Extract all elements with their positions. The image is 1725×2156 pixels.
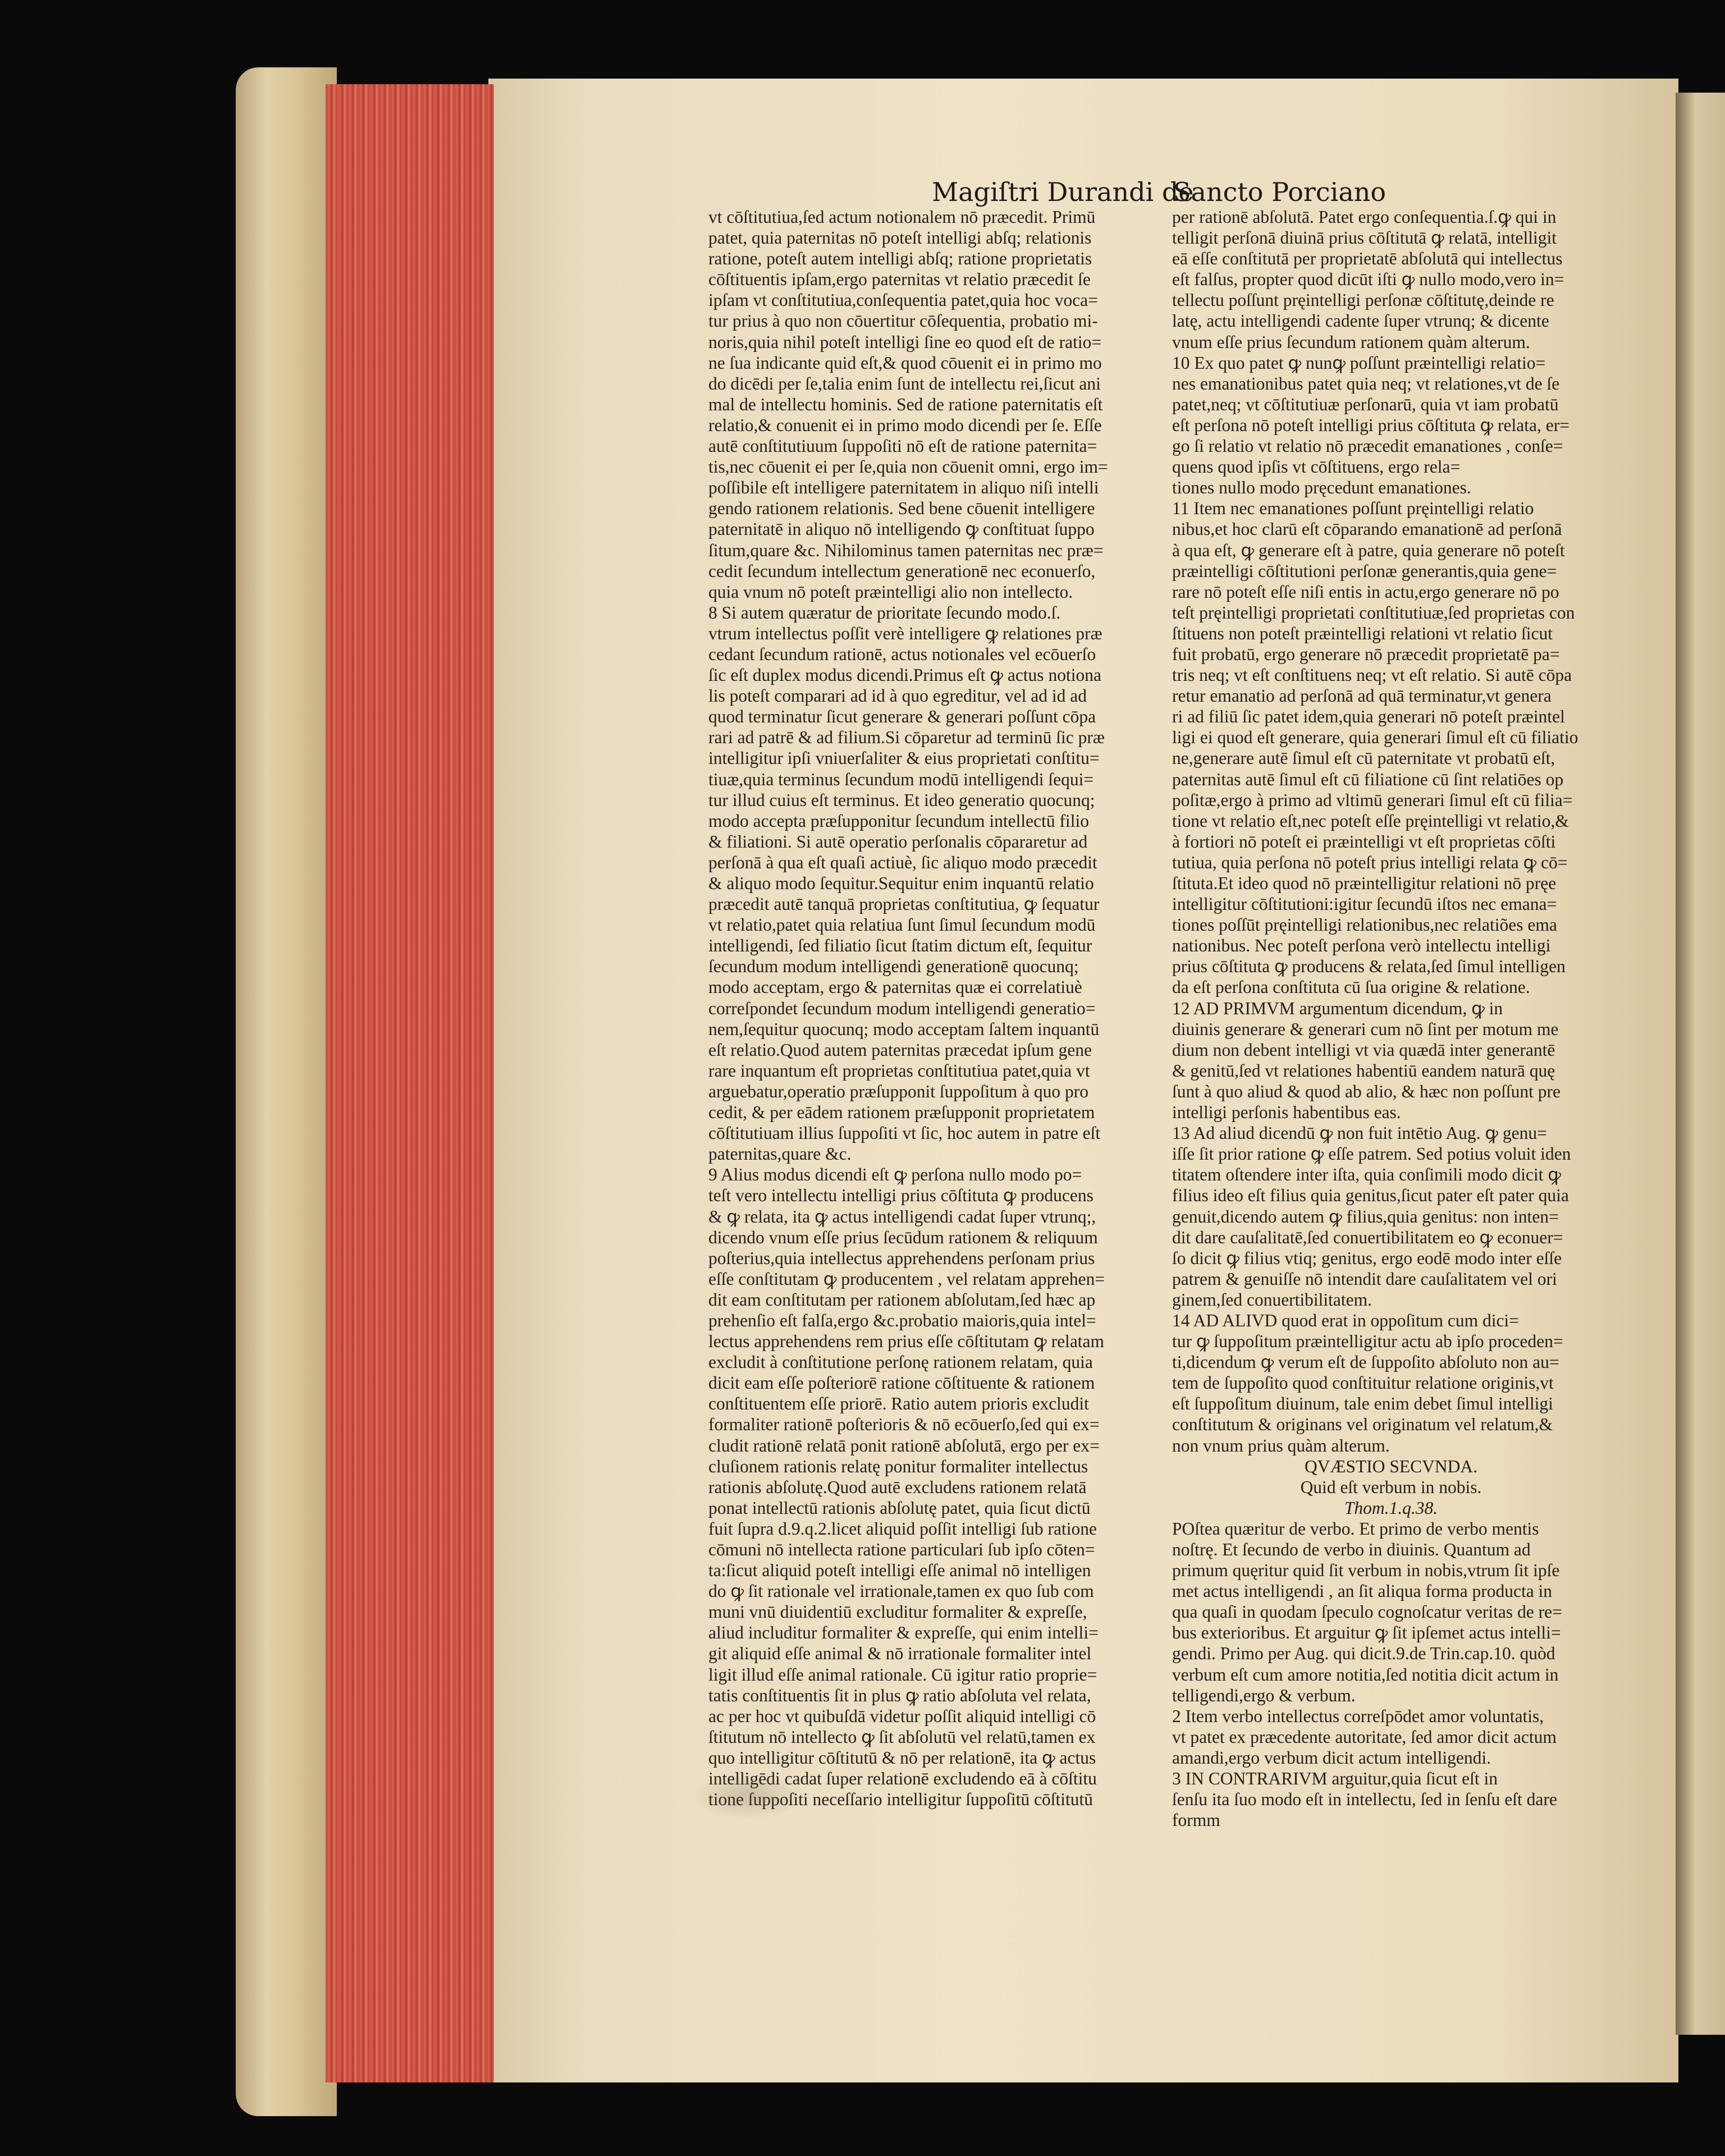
text-line: ſunt à quo aliud & quod ab alio, & hæc non poſſunt pre xyxy=(1172,1081,1561,1101)
text-line: intelligitur ipſi vniuerſaliter & eius proprietati conſtitu= xyxy=(708,748,1100,768)
text-line: ſecundum modum intelligendi generationē quocunq; xyxy=(708,956,1079,977)
text-line: 3 IN CONTRARIVM arguitur,quia ſicut eſt in xyxy=(1172,1769,1498,1789)
text-line: eſſe conſtitutam ꝙ producentem , vel relatam apprehen= xyxy=(708,1269,1105,1289)
text-line: gendi. Primo per Aug. qui dicit.9.de Trin.cap.10. quòd xyxy=(1172,1644,1555,1664)
text-line: ri ad filiū ſic patet idem,quia generari nō poteſt præintel xyxy=(1172,707,1565,727)
text-line: primum quęritur quid ſit verbum in nobis,vtrum ſit ipſe xyxy=(1172,1560,1560,1581)
text-line: correſpondet ſecundum modum intelligendi generatio= xyxy=(708,998,1096,1018)
text-line: rationis abſolutę.Quod autē excludens rationem relatā xyxy=(708,1477,1087,1497)
text-line: autē conſtitutiuum ſuppoſiti nō eſt de ratione paternita= xyxy=(708,436,1097,456)
text-line: 2 Item verbo intellectus correſpōdet amor voluntatis, xyxy=(1172,1706,1544,1726)
text-line: poſſibile eſt intelligere paternitatem in aliquo niſi intelli xyxy=(708,478,1099,498)
text-line: dit dare cauſalitatē,ſed conuertibilitatem eo ꝙ econuer= xyxy=(1172,1227,1563,1247)
text-line: ſtitutum nō intellecto ꝙ ſit abſolutū vel relatū,tamen ex xyxy=(708,1727,1096,1747)
text-line: cedit, & per eādem rationem præſupponit proprietatem xyxy=(708,1102,1095,1123)
text-line: paternitatē in aliquo nō intelligendo ꝙ conſtituat ſuppo xyxy=(708,519,1095,539)
facing-page-edge xyxy=(1676,93,1725,2035)
text-line: paternitas autē ſimul eſt cū filiatione cū ſint relatiōes op xyxy=(1172,769,1564,789)
text-line: tris neq; vt eſt conſtituens neq; vt eſt relatio. Si autē cōpa xyxy=(1172,665,1572,685)
text-line: da eſt perſona conſtituta cū ſua origine & relatione. xyxy=(1172,977,1530,997)
text-line: 12 AD PRIMVM argumentum dicendum, ꝙ in xyxy=(1172,998,1503,1018)
text-line: cōmuni nō intellecta ratione particulari ſub ipſo cōten= xyxy=(708,1540,1095,1559)
text-line: qua quaſi in quodam ſpeculo cognoſcatur veritas de re= xyxy=(1172,1602,1562,1622)
text-line: tem de ſuppoſito quod conſtituitur relatione originis,vt xyxy=(1172,1373,1554,1393)
text-line: POſtea quæritur de verbo. Et primo de verbo mentis xyxy=(1172,1518,1539,1539)
text-line: diuinis generare & generari cum nō ſint per motum me xyxy=(1172,1019,1559,1039)
text-line: ſic eſt duplex modus dicendi.Primus eſt ꝙ actus notiona xyxy=(708,665,1101,685)
text-line: tis,nec cōuenit ei per ſe,quia non cōuenit omni, ergo im= xyxy=(708,457,1108,477)
text-line: poſterius,quia intellectus apprehendens perſonam prius xyxy=(708,1248,1095,1268)
text-line: dicendo vnum eſſe prius ſecūdum rationem & reliquum xyxy=(708,1227,1098,1247)
text-line: titatem oſtendere inter iſta, quia conſimili modo dicit ꝙ xyxy=(1172,1165,1561,1185)
text-line: intelligi perſonis habentibus eas. xyxy=(1172,1102,1401,1123)
text-line: tutiua, quia perſona nō poteſt prius intelligi relata ꝙ cō= xyxy=(1172,852,1568,872)
text-line: quod terminatur ſicut generare & generari poſſunt cōpa xyxy=(708,707,1096,727)
text-line: verbum eſt cum amore notitia,ſed notitia dicit actum in xyxy=(1172,1664,1559,1684)
text-line: tur illud cuius eſt terminus. Et ideo generatio quocunq; xyxy=(708,790,1095,810)
text-line: Thom.1.q.38. xyxy=(1344,1498,1438,1518)
text-line: & ꝙ relata, ita ꝙ actus intelligendi cadat ſuper vtrunq;, xyxy=(708,1206,1096,1226)
text-line: gendo rationem relationis. Sed bene cōuenit intelligere xyxy=(708,498,1095,519)
text-line: 10 Ex quo patet ꝙ nunꝙ poſſunt præintelligi relatio= xyxy=(1172,353,1546,373)
text-line: aliud includitur formaliter & expreſſe, qui enim intelli= xyxy=(708,1623,1099,1643)
text-line: rare inquantum eſt proprietas conſtitutiua patet,quia vt xyxy=(708,1060,1090,1081)
text-line: conſtituentem eſſe priorē. Ratio autem prioris excludit xyxy=(708,1394,1089,1414)
text-line: 9 Alius modus dicendi eſt ꝙ perſona nullo modo po= xyxy=(708,1165,1082,1185)
text-line: vt cōſtitutiua,ſed actum notionalem nō præcedit. Primū xyxy=(708,207,1096,227)
left-text-column xyxy=(708,207,1152,1810)
text-line: paternitas,quare &c. xyxy=(708,1144,852,1164)
text-line: teſt pręintelligi proprietati conſtitutiuæ,ſed proprietas con xyxy=(1172,602,1575,622)
text-line: mal de intellectu hominis. Sed de ratione paternitatis eſt xyxy=(708,394,1103,414)
text-line: præcedit autē tanquā proprietas conſtitutiua, ꝙ ſequatur xyxy=(708,894,1100,914)
text-line: noſtrę. Et ſecundo de verbo in diuinis. Quantum ad xyxy=(1172,1540,1531,1559)
text-line: tione ſuppoſiti neceſſario intelligitur ſuppoſitū cōſtitutū xyxy=(708,1789,1093,1810)
text-line: ne,generare autē ſimul eſt cū paternitate vt probatū eſt, xyxy=(1172,748,1555,768)
text-line: 14 AD ALIVD quod erat in oppoſitum cum dici= xyxy=(1172,1310,1519,1330)
text-line: intelligēdi cadat ſuper relationē excludendo eā à cōſtitu xyxy=(708,1769,1097,1789)
text-line: quens quod ipſis vt cōſtituens, ergo rela= xyxy=(1172,457,1461,477)
text-line: nes emanationibus patet quia neq; vt relationes,vt de ſe xyxy=(1172,373,1560,393)
text-line: 8 Si autem quæratur de prioritate ſecundo modo.ſ. xyxy=(708,602,1061,622)
text-line: do ꝙ ſit rationale vel irrationale,tamen ex quo ſub com xyxy=(708,1581,1094,1601)
text-line: iſſe ſit prior ratione ꝙ eſſe patrem. Sed potius voluit iden xyxy=(1172,1144,1571,1164)
text-line: tiones poſſūt pręintelligi relationibus,nec relatiões ema xyxy=(1172,915,1557,935)
text-line: dicit eam eſſe poſteriorē ratione cōſtituente & rationem xyxy=(708,1373,1095,1393)
text-line: tur prius à quo non cōuertitur cōſequentia, probatio mi- xyxy=(708,311,1098,331)
text-line: prehenſio eſt falſa,ergo &c.probatio maioris,quia intel= xyxy=(708,1310,1096,1330)
text-line: eā eſſe conſtitutā per proprietatē abſolutā qui intellectus xyxy=(1172,249,1563,269)
text-line: ta:ſicut aliquid poteſt intelligi eſſe animal nō intelligen xyxy=(708,1560,1091,1581)
text-line: tellectu poſſunt pręintelligi perſonæ cōſtitutę,deinde re xyxy=(1172,290,1554,310)
text-line: nationibus. Nec poteſt perſona verò intellectu intelligi xyxy=(1172,936,1551,956)
text-line: lectus apprehendens rem prius eſſe cōſtitutam ꝙ relatam xyxy=(708,1331,1105,1352)
text-line: ligit illud eſſe animal rationale. Cū igitur ratio proprie= xyxy=(708,1664,1097,1684)
text-line: telligit perſonā diuinā prius cōſtitutā ꝙ relatā, intelligit xyxy=(1172,228,1557,248)
text-line: ne ſua indicante quid eſt,& quod cōuenit ei in primo mo xyxy=(708,353,1102,373)
text-line: ginem,ſed conuertibilitatem. xyxy=(1172,1289,1372,1310)
text-line: quo intelligitur cōſtitutū & nō per relationē, ita ꝙ actus xyxy=(708,1747,1096,1768)
text-line: quia vnum nō poteſt præintelligi alio non intellecto. xyxy=(708,582,1073,602)
text-line: lis poteſt comparari ad id à quo egreditur, vel ad id ad xyxy=(708,686,1087,706)
text-line: rare nō poteſt eſſe niſi entis in actu,ergo generare nō po xyxy=(1172,582,1559,602)
text-line: à qua eſt, ꝙ generare eſt à patre, quia generare nō poteſt xyxy=(1172,540,1565,560)
text-line: bus exterioribus. Et arguitur ꝙ ſit ipſemet actus intelli= xyxy=(1172,1623,1561,1643)
text-line: intelligitur cōſtitutioni:igitur ſecundū iſtos nec emana= xyxy=(1172,894,1557,914)
text-line: amandi,ergo verbum dicit actum intelligendi. xyxy=(1172,1747,1491,1768)
text-line: 13 Ad aliud dicendū ꝙ non fuit intētio Aug. ꝙ genu= xyxy=(1172,1123,1547,1143)
text-line: dit eam conſtitutam per rationem abſolutam,ſed hæc ap xyxy=(708,1289,1096,1310)
text-line: ſitum,quare &c. Nihilominus tamen paternitas nec præ= xyxy=(708,540,1104,560)
text-line: QVÆSTIO SECVNDA. xyxy=(1304,1456,1478,1476)
text-line: ſenſu ita ſuo modo eſt in intellectu, ſed in ſenſu eſt dare xyxy=(1172,1789,1557,1810)
text-line: met actus intelligendi , an ſit aliqua forma producta in xyxy=(1172,1581,1553,1601)
text-line: 11 Item nec emanationes poſſunt pręintelligi relatio xyxy=(1172,498,1534,519)
text-line: tatis conſtituentis ſit in plus ꝙ ratio abſoluta vel relata, xyxy=(708,1685,1091,1705)
text-line: vt relatio,patet quia relatiua ſunt ſimul ſecundum modū xyxy=(708,915,1096,935)
text-line: ipſam vt conſtitutiua,conſequentia patet,quia hoc voca= xyxy=(708,290,1098,310)
text-line: tiones nullo modo pręcedunt emanationes. xyxy=(1172,478,1471,498)
text-line: intelligendi, ſed filiatio ſicut ſtatim dictum eſt, ſequitur xyxy=(708,936,1092,956)
text-line: eſt perſona nō poteſt intelligi prius cōſtituta ꝙ relata, er= xyxy=(1172,415,1570,435)
text-line: per rationē abſolutā. Patet ergo conſequentia.ſ.ꝙ qui in xyxy=(1172,207,1557,227)
text-line: à fortiori nō poteſt ei præintelligi vt eſt proprietas cōſti xyxy=(1172,831,1556,852)
text-line: ac per hoc vt quibuſdā videtur poſſit aliquid intelligi cō xyxy=(708,1706,1096,1726)
text-line: cluſionem rationis relatę ponitur formaliter intellectus xyxy=(708,1456,1088,1476)
text-line: cōſtituentis ipſam,ergo paternitas vt relatio præcedit ſe xyxy=(708,269,1091,290)
text-line: do dicēdi per ſe,talia enim ſunt de intellectu rei,ſicut ani xyxy=(708,373,1101,393)
text-line: modo accepta præſupponitur ſecundum intellectū filio xyxy=(708,811,1089,831)
text-line: tione vt relatio eſt,nec poteſt eſſe pręintelligi vt relatio,& xyxy=(1172,811,1569,831)
text-line: ratione, poteſt autem intelligi abſq; ratione proprietatis xyxy=(708,249,1092,269)
text-line: telligendi,ergo & verbum. xyxy=(1172,1685,1356,1705)
text-line: cedit ſecundum intellectum generationē nec econuerſo, xyxy=(708,561,1096,581)
text-line: eſt ſuppoſitum diuinum, tale enim debet ſimul intelligi xyxy=(1172,1394,1553,1414)
text-line: & aliquo modo ſequitur.Sequitur enim inquantū relatio xyxy=(708,873,1094,893)
red-page-edges xyxy=(326,84,494,2082)
text-line: noris,quia nihil poteſt intelligi ſine eo quod eſt de ratio= xyxy=(708,332,1102,352)
text-line: vt patet ex præcedente autoritate, ſed amor dicit actum xyxy=(1172,1727,1557,1747)
text-line: rari ad patrē & ad filium.Si cōparetur ad terminū ſic præ xyxy=(708,727,1105,748)
text-line: patet, quia paternitas nō poteſt intelligi abſq; relationis xyxy=(708,228,1092,248)
text-line: retur emanatio ad perſonā ad quā terminatur,vt genera xyxy=(1172,686,1552,706)
text-line: ſtituens non poteſt præintelligi relationi vt relatio ſicut xyxy=(1172,623,1553,643)
text-line: relatio,& conuenit ei in primo modo dicendi per ſe. Eſſe xyxy=(708,415,1102,435)
text-line: Quid eſt verbum in nobis. xyxy=(1300,1477,1482,1497)
text-line: formaliter rationē poſterioris & nō ecōuerſo,ſed qui ex= xyxy=(708,1415,1100,1435)
text-line: muni vnū diuidentiū excluditur formaliter & expreſſe, xyxy=(708,1602,1087,1622)
text-line: patet,neq; vt cōſtitutiuæ perſonarū, quia vt iam probatū xyxy=(1172,394,1559,414)
text-line: tur ꝙ ſuppoſitum præintelligitur actu ab ipſo proceden= xyxy=(1172,1331,1563,1352)
text-line: ligi ei quod eſt generare, quia generari ſimul eſt cū filiatio xyxy=(1172,727,1578,748)
text-line: git aliquid eſſe animal & nō irrationale formaliter intel xyxy=(708,1644,1092,1664)
text-line: dium non debent intelligi vt via quædā inter generantē xyxy=(1172,1040,1555,1060)
text-line: conſtitutum & originans vel originatum vel relatum,& xyxy=(1172,1415,1553,1435)
text-line: teſt vero intellectu intelligi prius cōſtituta ꝙ producens xyxy=(708,1185,1093,1206)
text-line: non vnum prius quàm alterum. xyxy=(1172,1435,1390,1455)
text-line: eſt falſus, propter quod dicūt iſti ꝙ nullo modo,vero in= xyxy=(1172,269,1564,290)
text-line: perſonā à qua eſt quaſi actiuè, ſic aliquo modo præcedit xyxy=(708,852,1097,872)
text-line: cedant ſecundum rationē, actus notionales vel ecōuerſo xyxy=(708,644,1096,664)
text-line: præintelligi cōſtitutioni perſonæ generantis,quia gene= xyxy=(1172,561,1557,581)
text-line: cludit rationē relatā ponit rationē abſolutā, ergo per ex= xyxy=(708,1435,1100,1455)
vellum-binding xyxy=(236,67,337,2116)
text-line: vnum eſſe prius ſecundum rationem quàm alterum. xyxy=(1172,332,1530,352)
text-line: & genitū,ſed vt relationes habentiū eandem naturā quę xyxy=(1172,1060,1555,1081)
text-line: tiuæ,quia terminus ſecundum modū intelligendi ſequi= xyxy=(708,769,1094,789)
text-line: filius ideo eſt filius quia genitus,ſicut pater eſt pater quia xyxy=(1172,1185,1569,1206)
text-line: ponat intellectū rationis abſolutę patet, quia ſicut dictū xyxy=(708,1498,1091,1518)
text-line: arguebatur,operatio præſupponit ſuppoſitum à quo pro xyxy=(708,1081,1089,1101)
text-line: latę, actu intelligendi cadente ſuper vtrunq; & dicente xyxy=(1172,311,1549,331)
text-line: patrem & genuiſſe nō intendit dare cauſalitatem vel ori xyxy=(1172,1269,1557,1289)
text-line: nem,ſequitur quocunq; modo acceptam ſaltem inquantū xyxy=(708,1019,1100,1039)
text-line: nibus,et hoc clarū eſt cōparando emanationē ad perſonā xyxy=(1172,519,1562,539)
right-text-column xyxy=(1172,207,1610,1830)
text-line: excludit à conſtitutione perſonę rationem relatam, quia xyxy=(708,1352,1093,1372)
text-line: vtrum intellectus poſſit verè intelligere ꝙ relationes præ xyxy=(708,623,1102,643)
text-line: modo acceptam, ergo & paternitas quæ ei correlatiuè xyxy=(708,977,1082,997)
text-line: & filiationi. Si autē operatio perſonalis cōpararetur ad xyxy=(708,831,1088,852)
running-header-place: Sancto Porciano xyxy=(1173,177,1387,207)
text-line: cōſtitutiuam illius ſuppoſiti vt ſic, hoc autem in patre eſt xyxy=(708,1123,1101,1143)
text-line: formm xyxy=(1172,1810,1220,1830)
text-line: poſitæ,ergo à primo ad vltimū generari ſimul eſt cū filia= xyxy=(1172,790,1573,810)
text-line: ſtituta.Et ideo quod nō præintelligitur relationi nō pręe xyxy=(1172,873,1557,893)
text-line: genuit,dicendo autem ꝙ filius,quia genitus: non inten= xyxy=(1172,1206,1559,1226)
text-line: prius cōſtituta ꝙ producens & relata,ſed ſimul intelligen xyxy=(1172,956,1566,977)
text-line: eſt relatio.Quod autem paternitas præcedat ipſum gene xyxy=(708,1040,1092,1060)
text-line: ſo dicit ꝙ filius vtiq; genitus, ergo eodē modo inter eſſe xyxy=(1172,1248,1562,1268)
running-header-author: Magiſtri Durandi de xyxy=(932,177,1194,207)
ink-smudge xyxy=(693,1774,806,1819)
text-line: fuit probatū, ergo generare nō præcedit proprietatē pa= xyxy=(1172,644,1560,664)
text-line: ti,dicendum ꝙ verum eſt de ſuppoſito abſoluto non au= xyxy=(1172,1352,1559,1372)
text-line: go ſi relatio vt relatio nō præcedit emanationes , conſe= xyxy=(1172,436,1563,456)
text-line: fuit ſupra d.9.q.2.licet aliquid poſſit intelligi ſub ratione xyxy=(708,1518,1097,1539)
